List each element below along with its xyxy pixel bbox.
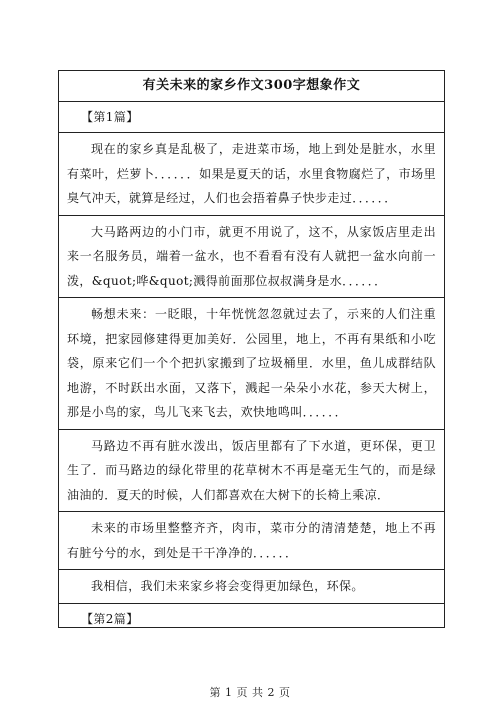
section-header-2: 【第2篇】 (81, 611, 139, 626)
paragraph-4: 马路边不再有脏水泼出，饭店里都有了下水道，更环保，更卫生了．而马路边的绿化带里的花草树木不再是毫无生气的，而是绿油油的．夏天的时候，人们都喜欢在大树下的长椅上乘凉． (59, 430, 444, 513)
paragraph-1: 现在的家乡真是乱极了，走进菜市场，地上到处是脏水，水里有菜叶，烂萝卜．．．．．．如果是夏天的话，水里食物腐烂了，市场里臭气冲天，就算是经过，人们也会捂着鼻子快步走过．．．．．． (59, 133, 444, 216)
document-table (58, 70, 445, 628)
paragraph-5: 未来的市场里整整齐齐，肉市，菜市分的清清楚楚，地上不再有脏兮兮的水，到处是干干净净的．．．．．． (59, 512, 444, 570)
section-header-1: 【第1篇】 (59, 102, 444, 133)
document-title: 有关未来的家乡作文300字想象作文 (59, 71, 444, 102)
paragraph-3: 畅想未来：一眨眼，十年恍恍忽忽就过去了，示来的人们注重环境，把家园修建得更加美好．公园里，地上，不再有果纸和小吃袋，原来它们一个个把扒家搬到了垃圾桶里．水里，鱼儿成群结队地游，不时跃出水面，又落下，溅起一朵朵小水花，参天大树上，那是小鸟的家，鸟儿飞来飞去，欢快地鸣叫．．．．．． (59, 298, 444, 430)
paragraph-2: 大马路两边的小门市，就更不用说了，这不，从家饭店里走出来一名服务员，端着一盆水，也不看看有没有人就把一盆水向前一泼，&quot;哗&quot;溅得前面那位叔叔满身是水．．．．．． (59, 216, 444, 299)
paragraph-6: 我相信，我们未来家乡将会变得更加绿色，环保。 (59, 570, 444, 604)
page-footer: 第 1 页 共 2 页 (209, 686, 291, 699)
